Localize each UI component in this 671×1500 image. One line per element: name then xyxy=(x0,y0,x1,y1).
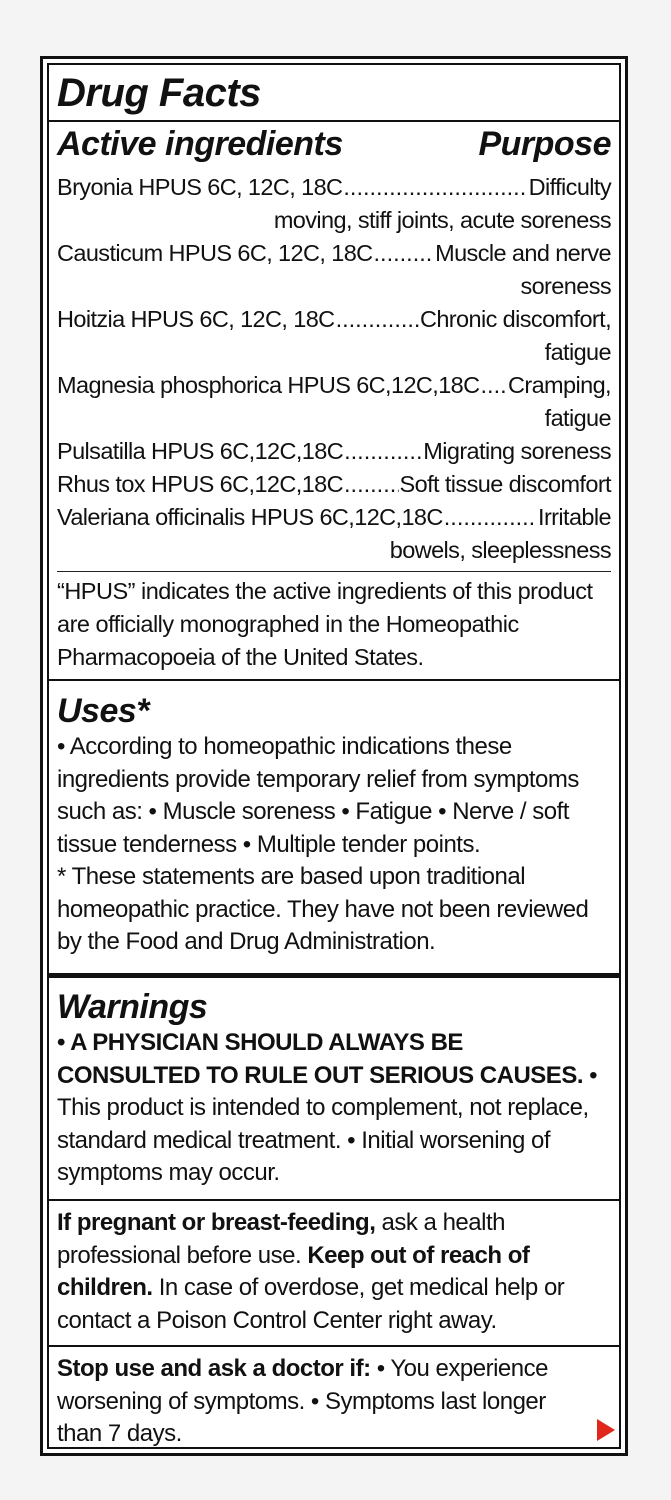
ingredient-row xyxy=(57,237,611,303)
drug-facts-inner-frame xyxy=(47,63,621,1449)
ingredient-name: Magnesia phosphorica HPUS 6C,12C,18C xyxy=(57,372,480,398)
leader-dots xyxy=(336,303,419,336)
stop-use-body: • You experience worsening of symptoms. • Symptoms last longer than 7 days. xyxy=(57,1355,548,1447)
warnings-heading: Warnings xyxy=(57,988,208,1026)
ingredient-purpose-continued: fatigue xyxy=(544,405,611,431)
ingredient-name: Rhus tox HPUS 6C,12C,18C xyxy=(57,471,344,497)
ingredient-row xyxy=(57,303,611,369)
ingredient-name: Bryonia HPUS 6C, 12C, 18C xyxy=(57,174,343,200)
ingredient-name: Valeriana officinalis HPUS 6C,12C,18C xyxy=(57,504,443,530)
leader-dots xyxy=(444,501,537,534)
continue-arrow-icon[interactable] xyxy=(597,1419,615,1441)
warnings-divider xyxy=(49,973,619,978)
physician-warning: • A PHYSICIAN SHOULD ALWAYS BE CONSULTED TO RULE OUT SERIOUS CAUSES. xyxy=(57,1029,583,1089)
pregnancy-text xyxy=(57,1207,611,1337)
ingredient-purpose-continued: fatigue xyxy=(544,339,611,365)
ingredient-purpose: Difficulty xyxy=(528,174,611,200)
keep-out-label: Keep out of reach of children. xyxy=(57,1241,530,1301)
leader-dots xyxy=(374,237,435,270)
pregnancy-divider xyxy=(49,1199,619,1201)
active-ingredients-header-row xyxy=(57,125,611,164)
pregnant-body: ask a health professional before use. xyxy=(57,1209,505,1269)
ingredient-purpose: Irritable xyxy=(538,504,611,530)
ingredient-purpose: Muscle and nerve xyxy=(435,240,611,266)
hpus-note: “HPUS” indicates the active ingredients of this product are officially monographed in the Homeopathic Pharmacopoeia of the United States. xyxy=(57,578,593,670)
ingredient-row xyxy=(57,369,611,435)
uses-text: • According to homeopathic indications these ingredients provide temporary relief from symptoms such as: • Muscle soreness • Fatigue • Nerve / soft tissue tenderness • Multiple tender points. xyxy=(57,733,579,858)
stop-use-text xyxy=(57,1353,585,1451)
leader-dots xyxy=(343,171,527,204)
warnings-text xyxy=(57,1027,611,1190)
ingredient-row xyxy=(57,435,611,468)
ingredient-row xyxy=(57,468,611,501)
stop-use-label: Stop use and ask a doctor if: xyxy=(57,1355,371,1382)
ingredient-purpose: Migrating soreness xyxy=(423,438,611,464)
purpose-heading: Purpose xyxy=(478,125,611,163)
ingredient-row xyxy=(57,171,611,237)
ingredient-name: Hoitzia HPUS 6C, 12C, 18C xyxy=(57,306,335,332)
ingredient-name: Pulsatilla HPUS 6C,12C,18C xyxy=(57,438,344,464)
ingredient-purpose: Cramping, xyxy=(507,372,611,398)
ingredients-divider xyxy=(57,571,611,572)
ingredient-purpose: Soft tissue discomfort xyxy=(399,471,611,497)
drug-facts-panel xyxy=(40,56,628,1456)
ingredient-purpose-continued: moving, stiff joints, acute soreness xyxy=(273,207,611,233)
leader-dots xyxy=(481,369,507,402)
ingredient-row xyxy=(57,501,611,567)
ingredients-list xyxy=(57,171,611,567)
overdose-body: In case of overdose, get medical help or contact a Poison Control Center right away. xyxy=(57,1274,565,1334)
uses-heading: Uses* xyxy=(57,692,150,730)
pregnant-label: If pregnant or breast-feeding, xyxy=(57,1209,376,1236)
ingredient-purpose-continued: soreness xyxy=(520,273,611,299)
leader-dots xyxy=(344,468,399,501)
ingredient-name: Causticum HPUS 6C, 12C, 18C xyxy=(57,240,373,266)
uses-footnote: * These statements are based upon traditional homeopathic practice. They have not been reviewed by the Food and Drug Administration. xyxy=(57,863,589,955)
active-ingredients-heading: Active ingredients xyxy=(57,125,343,163)
ingredient-purpose-continued: bowels, sleeplessness xyxy=(389,537,611,563)
ingredient-purpose: Chronic discomfort, xyxy=(419,306,611,332)
stop-use-divider xyxy=(49,1345,619,1347)
uses-divider xyxy=(49,679,619,681)
title-divider xyxy=(49,120,619,122)
leader-dots xyxy=(344,435,422,468)
warnings-body: • This product is intended to complement, not replace, standard medical treatment. • Initial worsening of symptoms may occur. xyxy=(57,1061,598,1186)
uses-section xyxy=(57,731,611,959)
drug-facts-title: Drug Facts xyxy=(57,71,261,115)
